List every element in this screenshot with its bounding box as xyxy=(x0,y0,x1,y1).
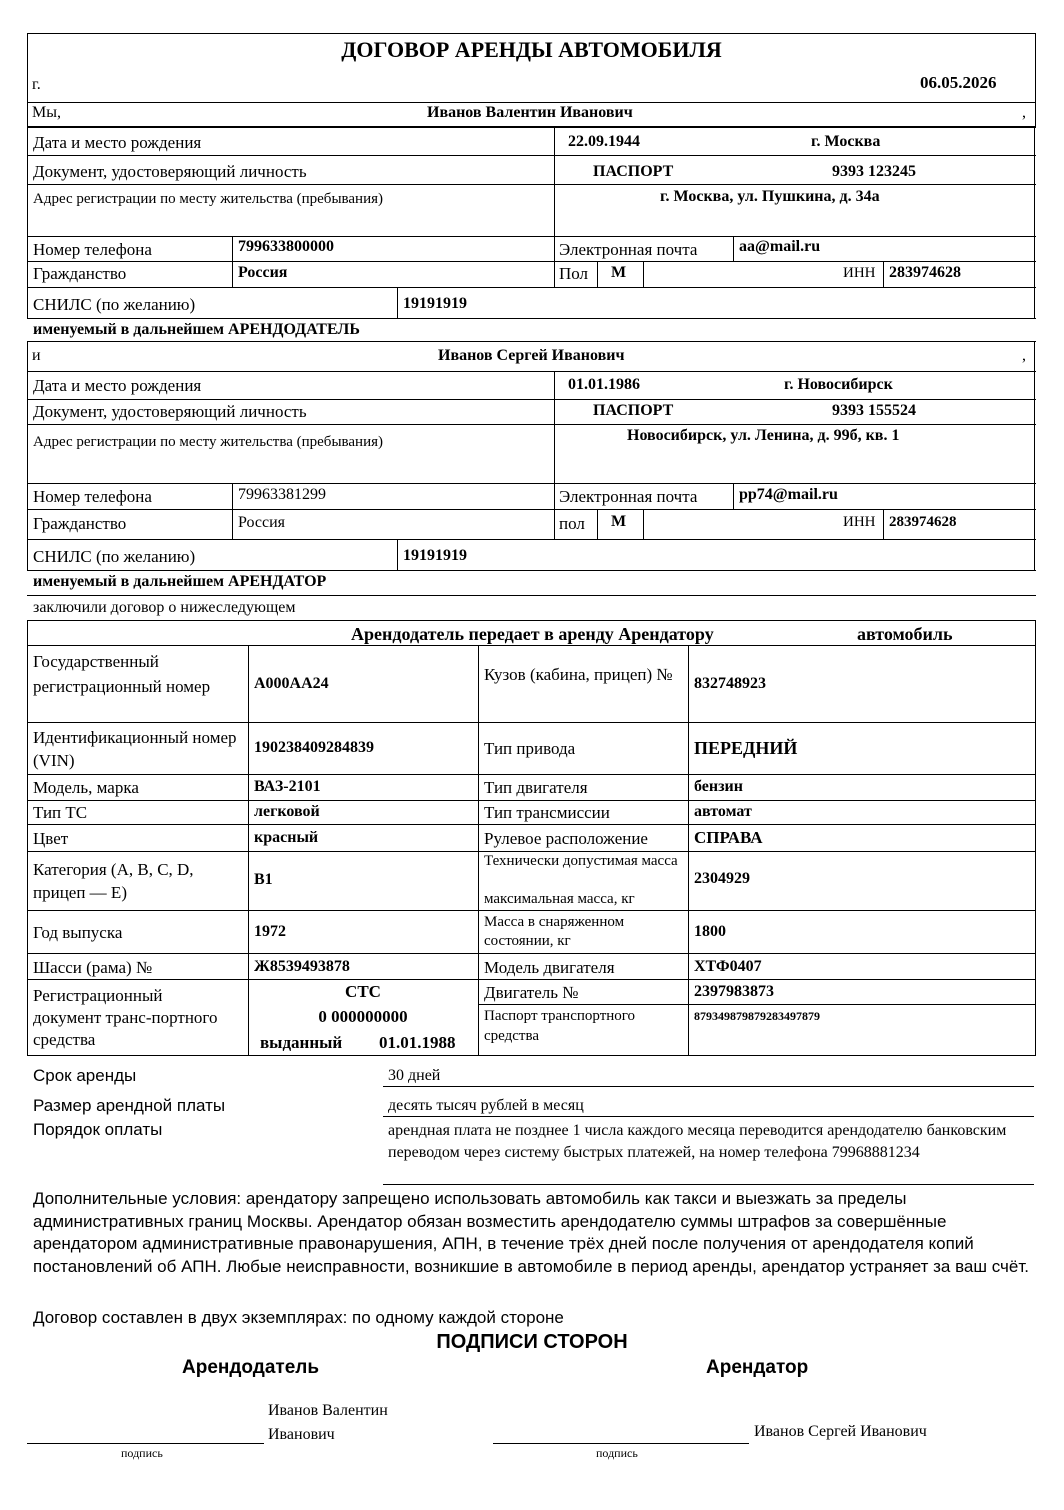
engine-model-label: Модель двигателя xyxy=(484,958,615,977)
landlord-inn-label: ИНН xyxy=(843,265,876,281)
landlord-snils-label: СНИЛС (по желанию) xyxy=(33,295,196,314)
landlord-doc-type: ПАСПОРТ xyxy=(593,163,674,180)
divider xyxy=(554,371,555,539)
underline xyxy=(383,1086,1034,1087)
max-mass-label-1: Технически допустимая масса xyxy=(484,853,678,869)
pts-value: 879349879879283497879 xyxy=(694,1009,820,1023)
payment-label: Порядок оплаты xyxy=(33,1120,163,1139)
reg-number-value: А000АА24 xyxy=(254,675,329,692)
landlord-sex: М xyxy=(611,264,627,281)
color-label: Цвет xyxy=(33,829,69,848)
payment-value: арендная плата не позднее 1 числа каждого месяца переводится арендодателю банковским переводом через систему быстрых платежей, на номер телефона 79968881234 xyxy=(388,1122,1007,1161)
reg-doc-type: СТС xyxy=(345,982,381,1001)
divider xyxy=(883,261,884,287)
divider xyxy=(597,509,598,539)
divider xyxy=(27,341,1036,342)
divider xyxy=(27,102,1036,103)
agreement-text: заключили договор о нижеследующем xyxy=(33,599,296,616)
divider xyxy=(643,261,644,287)
tenant-inn-label: ИНН xyxy=(843,514,876,530)
divider xyxy=(597,261,598,287)
tenant-birth-label: Дата и место рождения xyxy=(33,376,202,395)
divider xyxy=(733,483,734,509)
divider xyxy=(27,800,1036,801)
landlord-email: aa@mail.ru xyxy=(739,238,821,255)
year-label: Год выпуска xyxy=(33,923,123,942)
chassis-label: Шасси (рама) № xyxy=(33,958,153,977)
divider xyxy=(643,509,644,539)
chassis-value: Ж8539493878 xyxy=(254,958,350,975)
divider xyxy=(27,127,1036,128)
drive-type-label: Тип привода xyxy=(484,739,576,758)
divider xyxy=(27,539,1036,540)
landlord-citizenship-label: Гражданство xyxy=(33,264,127,283)
model-label: Модель, марка xyxy=(33,778,139,797)
divider xyxy=(27,979,1036,980)
divider xyxy=(27,127,28,318)
tenant-address: Новосибирск, ул. Ленина, д. 99б, кв. 1 xyxy=(627,427,900,444)
divider xyxy=(27,155,1036,156)
engine-type-value: бензин xyxy=(694,778,743,795)
tenant-doc-number: 9393 155524 xyxy=(832,402,916,419)
underline xyxy=(383,1116,1034,1117)
landlord-snils: 19191919 xyxy=(403,295,467,312)
tenant-sex: М xyxy=(611,513,627,530)
category-value: В1 xyxy=(254,871,273,888)
divider xyxy=(27,595,1036,596)
landlord-birth-place: г. Москва xyxy=(811,133,881,150)
drive-type-value: ПЕРЕДНИЙ xyxy=(694,738,798,758)
landlord-inn: 283974628 xyxy=(889,264,961,281)
document-title: ДОГОВОР АРЕНДЫ АВТОМОБИЛЯ xyxy=(341,37,722,62)
landlord-comma: , xyxy=(1022,104,1026,121)
divider xyxy=(733,236,734,261)
divider xyxy=(27,910,1036,911)
divider xyxy=(27,570,1036,571)
divider xyxy=(27,236,1036,237)
divider xyxy=(27,287,1036,288)
tenant-email-label: Электронная почта xyxy=(559,487,698,506)
divider xyxy=(1034,341,1035,570)
landlord-intro: Мы, xyxy=(32,104,61,121)
steering-label: Рулевое расположение xyxy=(484,829,648,848)
model-value: ВАЗ-2101 xyxy=(254,778,321,795)
landlord-address-label: Адрес регистрации по месту жительства (пребывания) xyxy=(33,191,384,207)
max-mass-label-2: максимальная масса, кг xyxy=(484,891,635,907)
landlord-email-label: Электронная почта xyxy=(559,240,698,259)
tenant-citizenship-label: Гражданство xyxy=(33,514,127,533)
tenant-signature-name: Иванов Сергей Иванович xyxy=(754,1423,927,1440)
landlord-phone: 799633800000 xyxy=(238,238,334,255)
divider xyxy=(27,341,28,570)
body-number-label: Кузов (кабина, прицеп) № xyxy=(484,665,673,684)
divider xyxy=(232,483,233,539)
divider xyxy=(27,774,1036,775)
fee-label: Размер арендной платы xyxy=(33,1096,226,1115)
reg-number-label: Государственный регистрационный номер xyxy=(33,652,211,696)
divider xyxy=(27,645,1036,646)
additional-conditions: Дополнительные условия: арендатору запрещено использовать автомобиль как такси и выезжать за пределы административных границ Москвы. Арендатор обязан возместить арендодателю суммы штрафов за совершённые арендатором административные правонарушения, АПН, в течение трёх дней после получения от арендодателя копий постановлений об АПН. Любые неисправности, возникшие в автомобиле в период аренды, арендатор устраняет за ваш счёт. xyxy=(33,1189,1029,1276)
landlord-signature-line xyxy=(27,1443,264,1444)
divider xyxy=(27,424,1036,425)
landlord-sign-label: Арендодатель xyxy=(182,1357,320,1378)
divider xyxy=(27,483,1036,484)
vin-value: 190238409284839 xyxy=(254,739,374,756)
transmission-value: автомат xyxy=(694,803,752,820)
curb-mass-value: 1800 xyxy=(694,923,726,940)
reg-doc-issued-date: 01.01.1988 xyxy=(379,1033,456,1052)
divider xyxy=(397,539,398,570)
divider xyxy=(27,261,1036,262)
divider xyxy=(27,953,1036,954)
divider xyxy=(554,236,555,287)
underline xyxy=(383,1184,1034,1185)
vehicle-header-word: автомобиль xyxy=(857,624,953,644)
ts-type-value: легковой xyxy=(254,803,320,820)
contract-date: 06.05.2026 xyxy=(920,73,997,92)
landlord-citizenship: Россия xyxy=(238,264,288,281)
landlord-sex-label: Пол xyxy=(559,264,589,283)
max-mass-value: 2304929 xyxy=(694,870,750,887)
landlord-role: именуемый в дальнейшем АРЕНДОДАТЕЛЬ xyxy=(33,321,360,338)
tenant-role: именуемый в дальнейшем АРЕНДАТОР xyxy=(33,573,327,590)
landlord-birth-label: Дата и место рождения xyxy=(33,133,202,152)
steering-value: СПРАВА xyxy=(694,828,763,847)
tenant-email: pp74@mail.ru xyxy=(739,486,838,503)
period-value: 30 дней xyxy=(388,1067,441,1084)
copies-note: Договор составлен в двух экземплярах: по одному каждой стороне xyxy=(33,1308,564,1327)
landlord-signature-name: Иванов Валентин Иванович xyxy=(268,1402,388,1443)
divider xyxy=(27,399,1036,400)
landlord-address: г. Москва, ул. Пушкина, д. 34а xyxy=(660,188,880,205)
pts-label: Паспорт транспортного средства xyxy=(484,1008,636,1044)
divider xyxy=(27,722,1036,723)
divider xyxy=(27,318,1036,319)
tenant-snils: 19191919 xyxy=(403,547,467,564)
tenant-signature-hint: подпись xyxy=(596,1446,638,1460)
tenant-birth-place: г. Новосибирск xyxy=(784,376,893,393)
tenant-sex-label: пол xyxy=(559,514,585,533)
divider xyxy=(478,645,479,1055)
period-label: Срок аренды xyxy=(33,1066,137,1085)
tenant-intro: и xyxy=(32,347,41,364)
divider xyxy=(478,1004,1035,1005)
landlord-phone-label: Номер телефона xyxy=(33,240,152,259)
divider xyxy=(27,184,1036,185)
landlord-birth-date: 22.09.1944 xyxy=(568,133,640,150)
city-label: г. xyxy=(32,76,41,93)
tenant-name: Иванов Сергей Иванович xyxy=(438,347,625,364)
vin-label: Идентификационный номер (VIN) xyxy=(33,728,237,770)
landlord-name: Иванов Валентин Иванович xyxy=(427,104,633,121)
divider xyxy=(554,127,555,236)
engine-type-label: Тип двигателя xyxy=(484,778,588,797)
tenant-sign-label: Арендатор xyxy=(706,1357,809,1378)
divider xyxy=(397,287,398,318)
fee-value: десять тысяч рублей в месяц xyxy=(388,1097,584,1114)
landlord-signature-hint: подпись xyxy=(121,1446,163,1460)
year-value: 1972 xyxy=(254,923,286,940)
tenant-address-label: Адрес регистрации по месту жительства (пребывания) xyxy=(33,434,384,450)
divider xyxy=(27,371,1036,372)
tenant-signature-line xyxy=(493,1443,749,1444)
tenant-doc-label: Документ, удостоверяющий личность xyxy=(33,402,307,421)
tenant-doc-type: ПАСПОРТ xyxy=(593,402,674,419)
category-label: Категория (А, В, С, D, прицеп — Е) xyxy=(33,860,194,902)
body-number-value: 832748923 xyxy=(694,675,766,692)
divider xyxy=(1034,127,1035,318)
divider xyxy=(688,645,689,1055)
landlord-doc-number: 9393 123245 xyxy=(832,163,916,180)
transmission-label: Тип трансмиссии xyxy=(484,803,610,822)
color-value: красный xyxy=(254,829,319,846)
tenant-inn: 283974628 xyxy=(889,514,957,530)
tenant-phone-label: Номер телефона xyxy=(33,487,152,506)
curb-mass-label: Масса в снаряженном состоянии, кг xyxy=(484,914,625,949)
reg-doc-number: 0 000000000 xyxy=(318,1007,408,1026)
divider xyxy=(27,824,1036,825)
engine-model-value: ХТФ0407 xyxy=(694,958,762,975)
tenant-snils-label: СНИЛС (по желанию) xyxy=(33,547,196,566)
landlord-doc-label: Документ, удостоверяющий личность xyxy=(33,162,307,181)
ts-type-label: Тип ТС xyxy=(33,803,88,822)
tenant-phone: 79963381299 xyxy=(238,486,326,503)
divider xyxy=(883,509,884,539)
tenant-comma: , xyxy=(1022,347,1026,364)
divider xyxy=(232,236,233,287)
reg-doc-issued-label: выданный xyxy=(260,1033,343,1052)
reg-doc-label: Регистрационный документ транс-портного средства xyxy=(33,986,218,1049)
signatures-heading: ПОДПИСИ СТОРОН xyxy=(436,1331,628,1353)
engine-no-label: Двигатель № xyxy=(484,983,579,1002)
tenant-birth-date: 01.01.1986 xyxy=(568,376,640,393)
divider xyxy=(27,509,1036,510)
tenant-citizenship: Россия xyxy=(238,514,286,531)
engine-no-value: 2397983873 xyxy=(694,983,774,1000)
vehicle-header-main: Арендодатель передает в аренду Арендатору xyxy=(351,624,714,644)
